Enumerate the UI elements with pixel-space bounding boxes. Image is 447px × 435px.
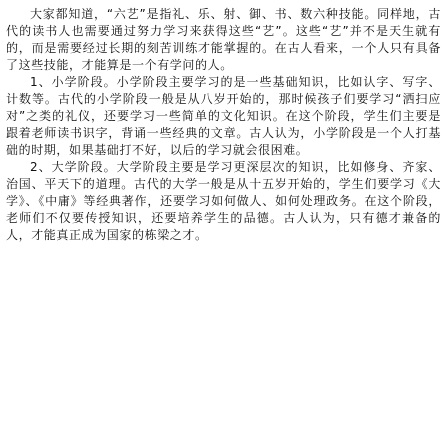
section-1-paragraph: 1、小学阶段。小学阶段主要学习的是一些基础知识，比如认字、写字、计数等。古代的小学阶段一般是从八岁开始的，那时候孩子们要学习“洒扫应对”之类的礼仪，还要学习一些简单的文化知识。在这个阶段，学生们主要是跟着老师读书识字，背诵一些经典的文章。古人认为，小学阶段是一个人打基础的时期，如果基础打不好，以后的学习就会很困难。 xyxy=(6,75,441,157)
intro-paragraph: 大家都知道，“六艺”是指礼、乐、射、御、书、数六种技能。同样地，古代的读书人也需要通过努力学习来获得这些“艺”。这些“艺”并不是天生就有的，而是需要经过长期的刻苦训练才能掌握的。在古人看来，一个人只有具备了这些技能，才能算是一个有学问的人。 xyxy=(6,7,441,72)
section-2-paragraph: 2、大学阶段。大学阶段主要是学习更深层次的知识，比如修身、齐家、治国、平天下的道理。古代的大学一般是从十五岁开始的，学生们要学习《大学》、《中庸》等经典著作，还要学习如何做人、如何处理政务。在这个阶段，老师们不仅要传授知识，还要培养学生的品德。古人认为，只有德才兼备的人，才能真正成为国家的栋梁之才。 xyxy=(6,160,441,242)
